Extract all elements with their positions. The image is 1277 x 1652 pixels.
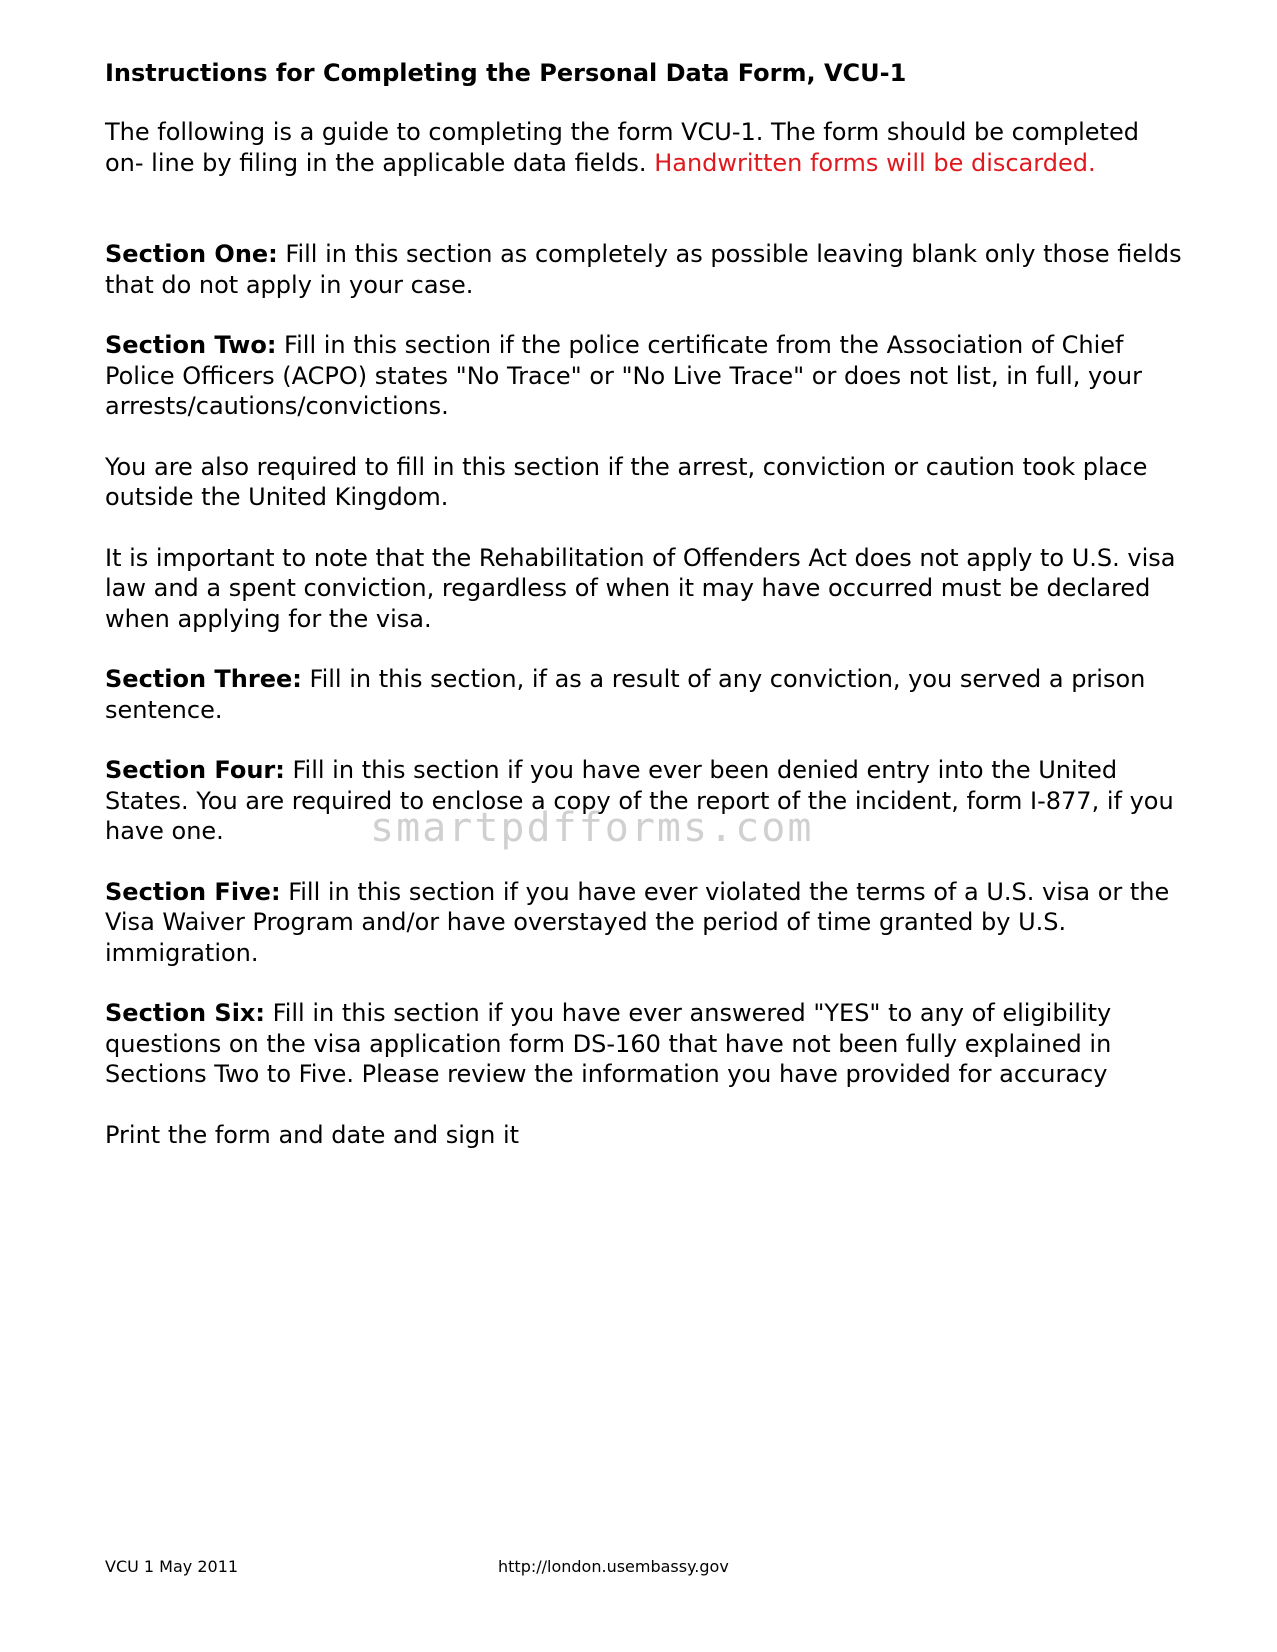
document-title: Instructions for Completing the Personal Data Form, VCU-1 <box>105 59 907 87</box>
footer-url: http://london.usembassy.gov <box>498 1557 729 1576</box>
section-three-label: Section Three: <box>105 665 302 693</box>
handwritten-warning: Handwritten forms will be discarded. <box>654 148 1096 177</box>
section-five-paragraph <box>105 877 1185 969</box>
section-two-text: Fill in this section if the police certificate from the Association of Chief Police Officers (ACPO) states "No Trace" or "No Live Trace" or does not list, in full, your arrests/cautions/convictions. <box>105 331 1142 420</box>
intro-text: The following is a guide to completing the form VCU-1. The form should be completed on- line by filing in the applicable data fields. <box>105 118 1139 177</box>
watermark: smartpdfforms.com <box>370 805 814 851</box>
closing-instruction: Print the form and date and sign it <box>105 1120 520 1149</box>
section-four-label: Section Four: <box>105 756 285 784</box>
section-two-paragraph <box>105 330 1185 422</box>
section-two-extra-paragraph: You are also required to fill in this section if the arrest, conviction or caution took place outside the United Kingdom. <box>105 452 1148 511</box>
section-three-text: Fill in this section, if as a result of any conviction, you served a prison sentence. <box>105 665 1146 724</box>
section-six-label: Section Six: <box>105 999 266 1027</box>
section-one-text: Fill in this section as completely as possible leaving blank only those fields that do not apply in your case. <box>105 240 1182 299</box>
section-six-paragraph <box>105 998 1185 1090</box>
section-one-label: Section One: <box>105 240 278 268</box>
section-three-paragraph <box>105 664 1185 725</box>
section-two-note-paragraph: It is important to note that the Rehabilitation of Offenders Act does not apply to U.S. visa law and a spent conviction, regardless of when it may have occurred must be declared when applying for the visa. <box>105 543 1176 633</box>
document-page <box>105 58 1185 1180</box>
footer-form-version: VCU 1 May 2011 <box>105 1557 239 1576</box>
section-one-paragraph <box>105 239 1185 300</box>
section-six-text: Fill in this section if you have ever answered "YES" to any of eligibility questions on the visa application form DS-160 that have not been fully explained in Sections Two to Five. Please review the information you have provided for accuracy <box>105 999 1112 1088</box>
intro-paragraph <box>105 117 1185 178</box>
section-two-label: Section Two: <box>105 331 277 359</box>
section-five-text: Fill in this section if you have ever violated the terms of a U.S. visa or the Visa Waiver Program and/or have overstayed the period of time granted by U.S. immigration. <box>105 877 1170 967</box>
section-four-text: Fill in this section if you have ever been denied entry into the United States. You are required to enclose a copy of the report of the incident, form I-877, if you have one. <box>105 756 1174 845</box>
section-five-label: Section Five: <box>105 877 281 906</box>
